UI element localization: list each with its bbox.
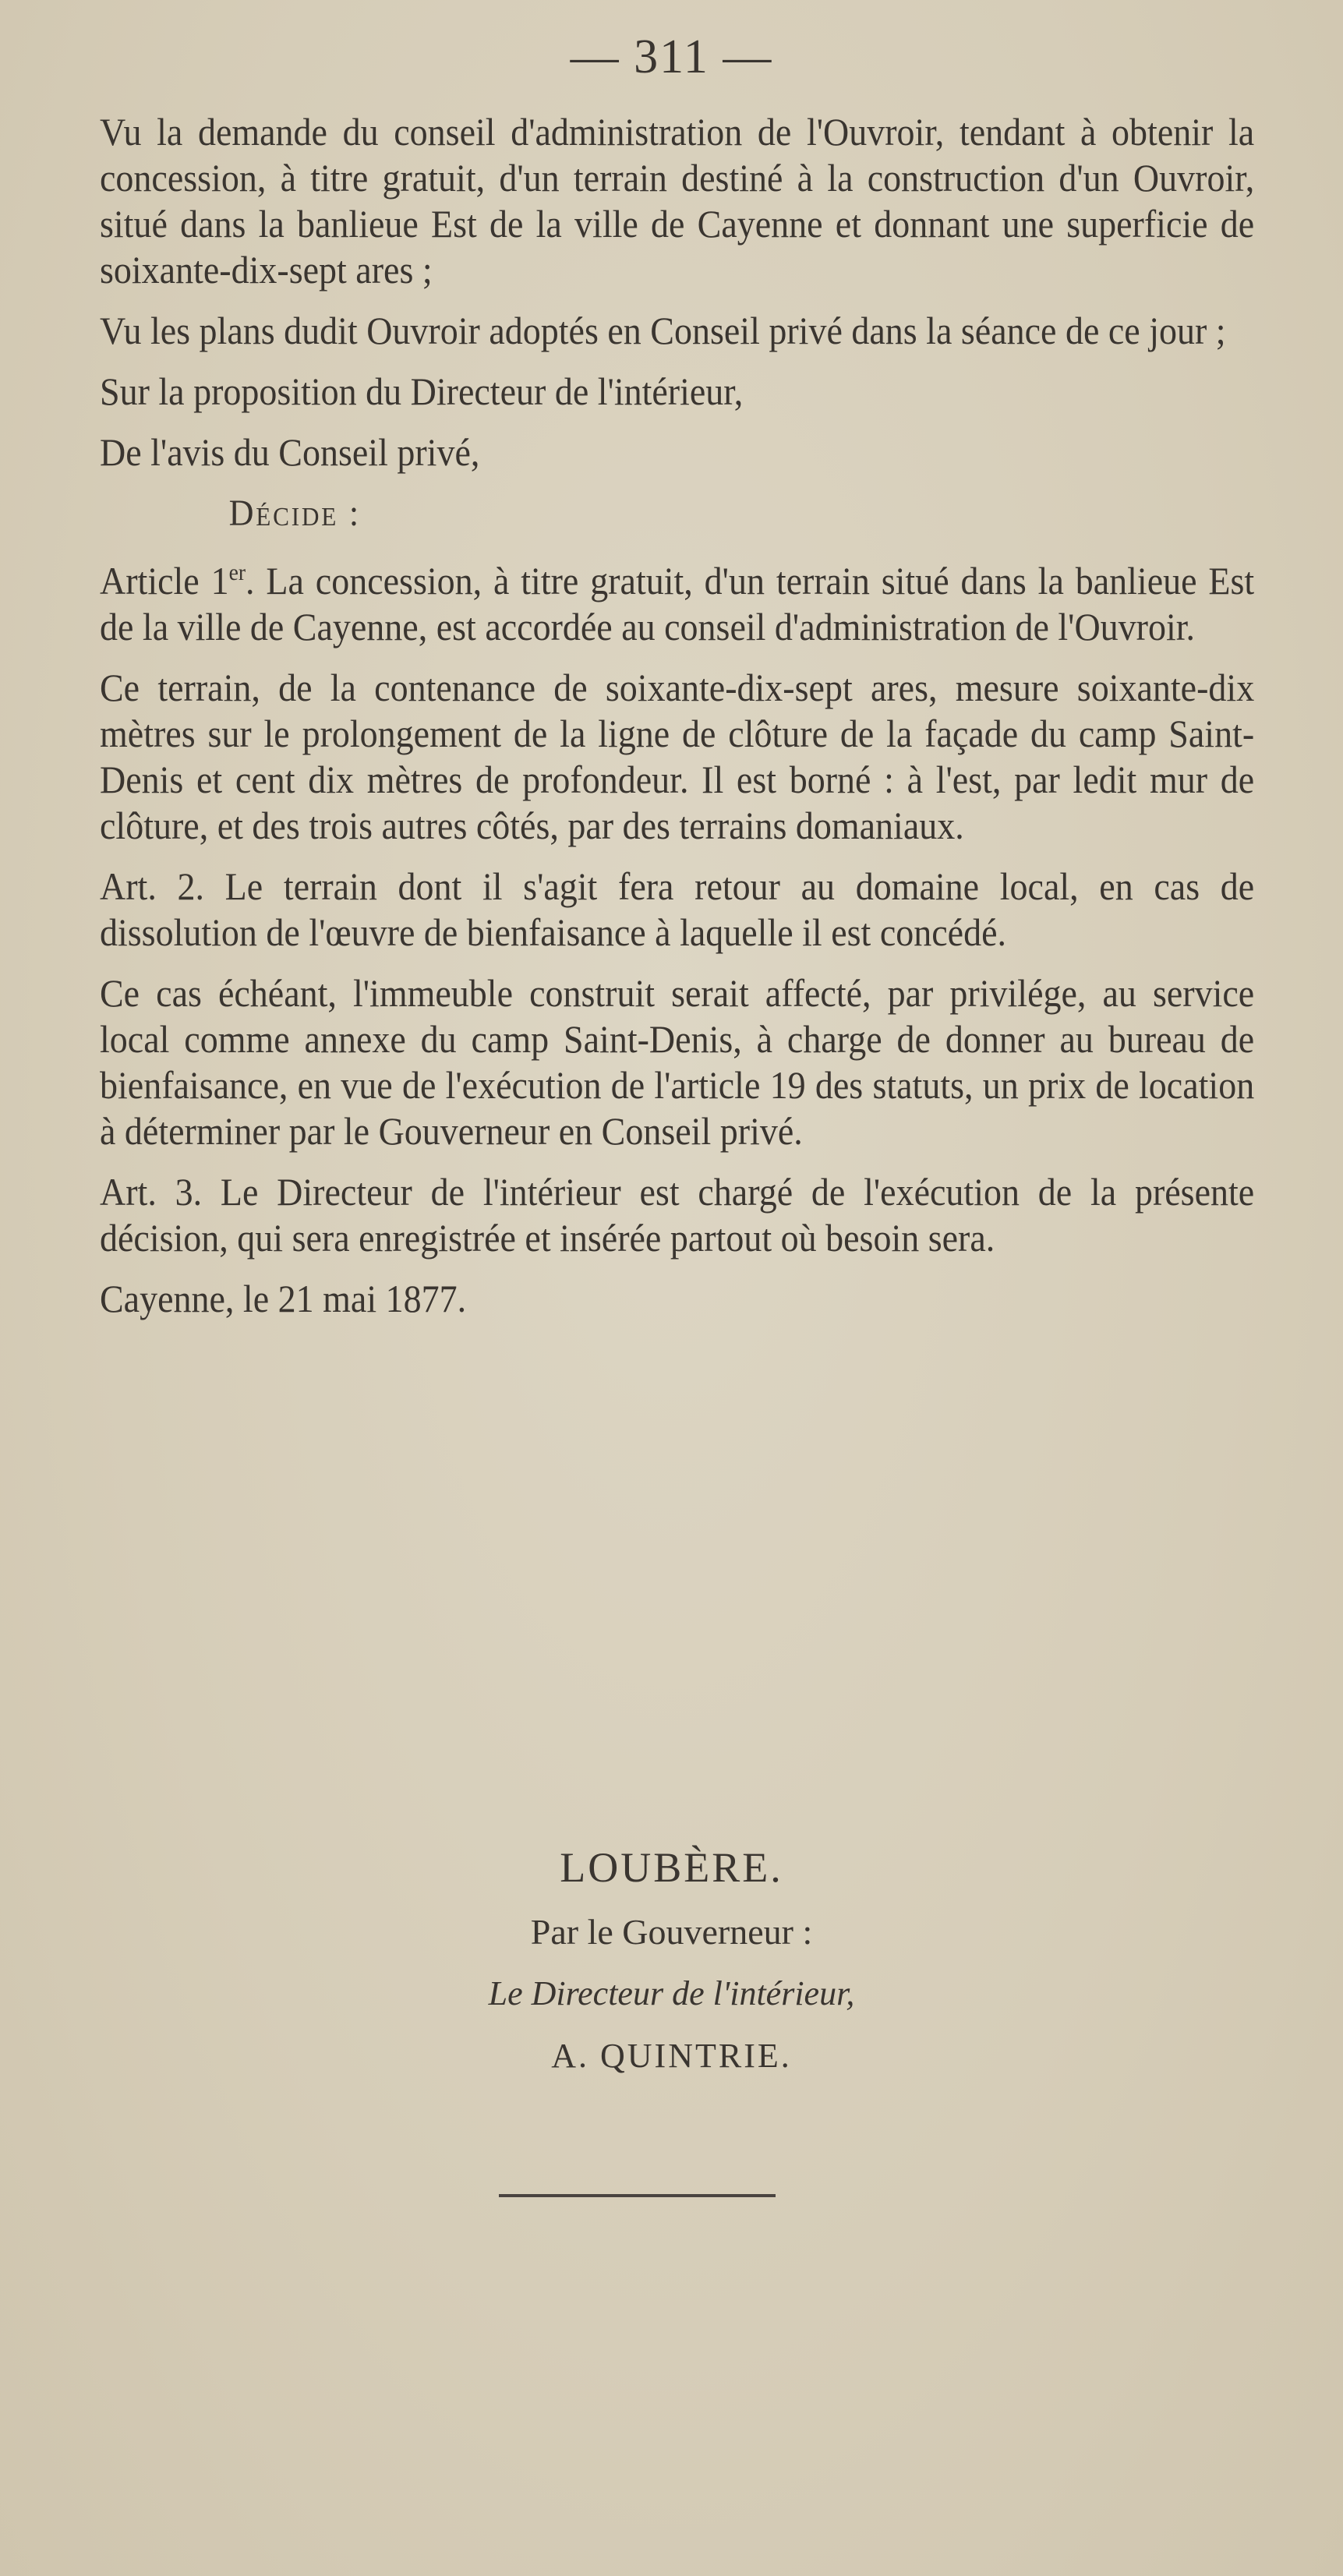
article-2: Art. 2. Le terrain dont il s'agit fera retour au domaine local, en cas de dissolution de l'œuvre de bienfaisance à laquelle il est concédé. (100, 864, 1255, 954)
page-number: — 311 — (570, 30, 773, 83)
closing-rule (499, 2194, 776, 2197)
article-1-text: . La concession, à titre gratuit, d'un terrain situé dans la banlieue Est de la ville de Cayenne, est accordée au conseil d'administration de l'Ouvroir. (100, 559, 1255, 648)
paragraph-proposal: Sur la proposition du Directeur de l'intérieur, (100, 369, 744, 413)
signature-by: Par le Gouverneur : (530, 1912, 813, 1952)
decide-label: Décide : (228, 493, 361, 534)
paragraph-request: Vu la demande du conseil d'administration de l'Ouvroir, tendant à obtenir la concession, à titre gratuit, d'un terrain destiné à la construction d'un Ouvroir, situé dans la banlieue Est de la ville de Cayenne et donnant une superficie de soixante-dix-sept ares ; (100, 110, 1255, 292)
signature-name: LOUBÈRE. (560, 1844, 783, 1891)
article-1-terrain: Ce terrain, de la contenance de soixante-dix-sept ares, mesure soixante-dix mètres sur le prolongement de la ligne de clôture de la façade du camp Saint-Denis et cent dix mètres de profondeur. Il est borné : à l'est, par ledit mur de clôture, et des trois autres côtés, par des terrains domaniaux. (100, 666, 1255, 847)
document-body (100, 109, 1254, 1337)
signature-person: A. QUINTRIE. (551, 2037, 792, 2075)
paragraph-plans: Vu les plans dudit Ouvroir adoptés en Conseil privé dans la séance de ce jour ; (100, 309, 1226, 352)
article-1-sup: er (228, 560, 246, 585)
article-2-case: Ce cas échéant, l'immeuble construit serait affecté, par privilége, au service local comme annexe du camp Saint-Denis, à charge de donner au bureau de bienfaisance, en vue de l'exécution de l'article 19 des statuts, un prix de location à déterminer par le Gouverneur en Conseil privé. (100, 971, 1255, 1153)
article-1-prefix: Article 1 (100, 559, 229, 602)
date-line: Cayenne, le 21 mai 1877. (100, 1277, 467, 1320)
paragraph-opinion: De l'avis du Conseil privé, (100, 430, 480, 474)
signature-role: Le Directeur de l'intérieur, (488, 1974, 855, 2012)
article-3: Art. 3. Le Directeur de l'intérieur est chargé de l'exécution de la présente décision, qui sera enregistrée et insérée partout où besoin sera. (100, 1170, 1255, 1260)
article-1 (100, 558, 1254, 650)
decide-heading (100, 490, 1254, 536)
